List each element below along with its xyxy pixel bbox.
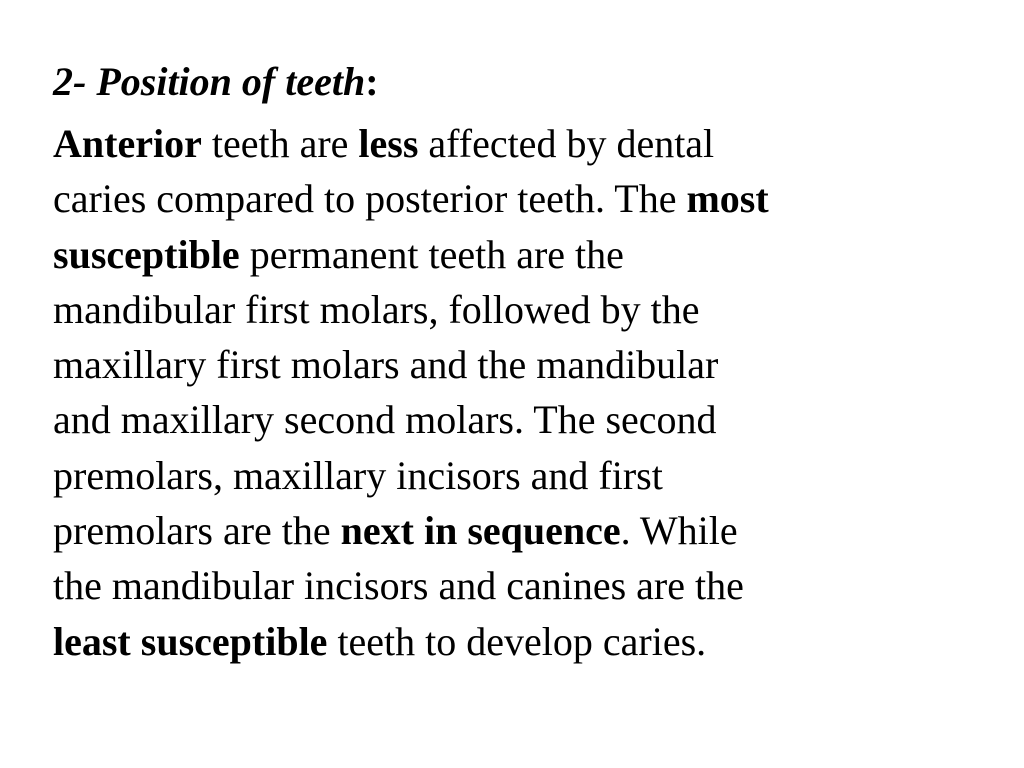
paragraph-line <box>53 282 983 337</box>
text-segment: maxillary first molars and the mandibular <box>53 342 719 388</box>
text-segment: premolars are the <box>53 508 341 554</box>
section-heading <box>53 52 983 112</box>
paragraph-line <box>53 614 983 669</box>
text-segment: caries compared to posterior teeth. The <box>53 176 687 222</box>
text-segment: . While <box>620 508 738 554</box>
text-segment: susceptible <box>53 231 240 277</box>
text-segment: permanent teeth are the <box>239 231 624 277</box>
text-segment: most <box>686 176 769 222</box>
heading-title: Position of teeth <box>96 59 366 104</box>
paragraph-line <box>53 171 983 226</box>
text-segment: affected by dental <box>418 121 715 166</box>
paragraph-line <box>53 392 983 447</box>
text-segment: and maxillary second molars. The second <box>53 397 717 443</box>
text-segment: less <box>358 121 419 166</box>
heading-number: 2- <box>53 59 97 104</box>
paragraph-line <box>53 448 983 503</box>
text-segment: premolars, maxillary incisors and first <box>53 452 663 498</box>
text-segment: next in sequence <box>340 508 621 554</box>
text-segment: teeth to develop caries. <box>327 618 707 664</box>
heading-colon: : <box>365 59 379 104</box>
body-paragraph <box>53 116 983 669</box>
slide-content <box>53 52 983 669</box>
text-segment: teeth are <box>201 121 359 166</box>
paragraph-line <box>53 503 983 558</box>
paragraph-line <box>53 558 983 613</box>
paragraph-line <box>53 116 983 171</box>
text-segment: the mandibular incisors and canines are the <box>53 563 744 609</box>
paragraph-line <box>53 337 983 392</box>
text-segment: mandibular first molars, followed by the <box>53 286 700 332</box>
paragraph-line <box>53 227 983 282</box>
text-segment: least susceptible <box>53 618 328 664</box>
text-segment: Anterior <box>53 121 202 166</box>
